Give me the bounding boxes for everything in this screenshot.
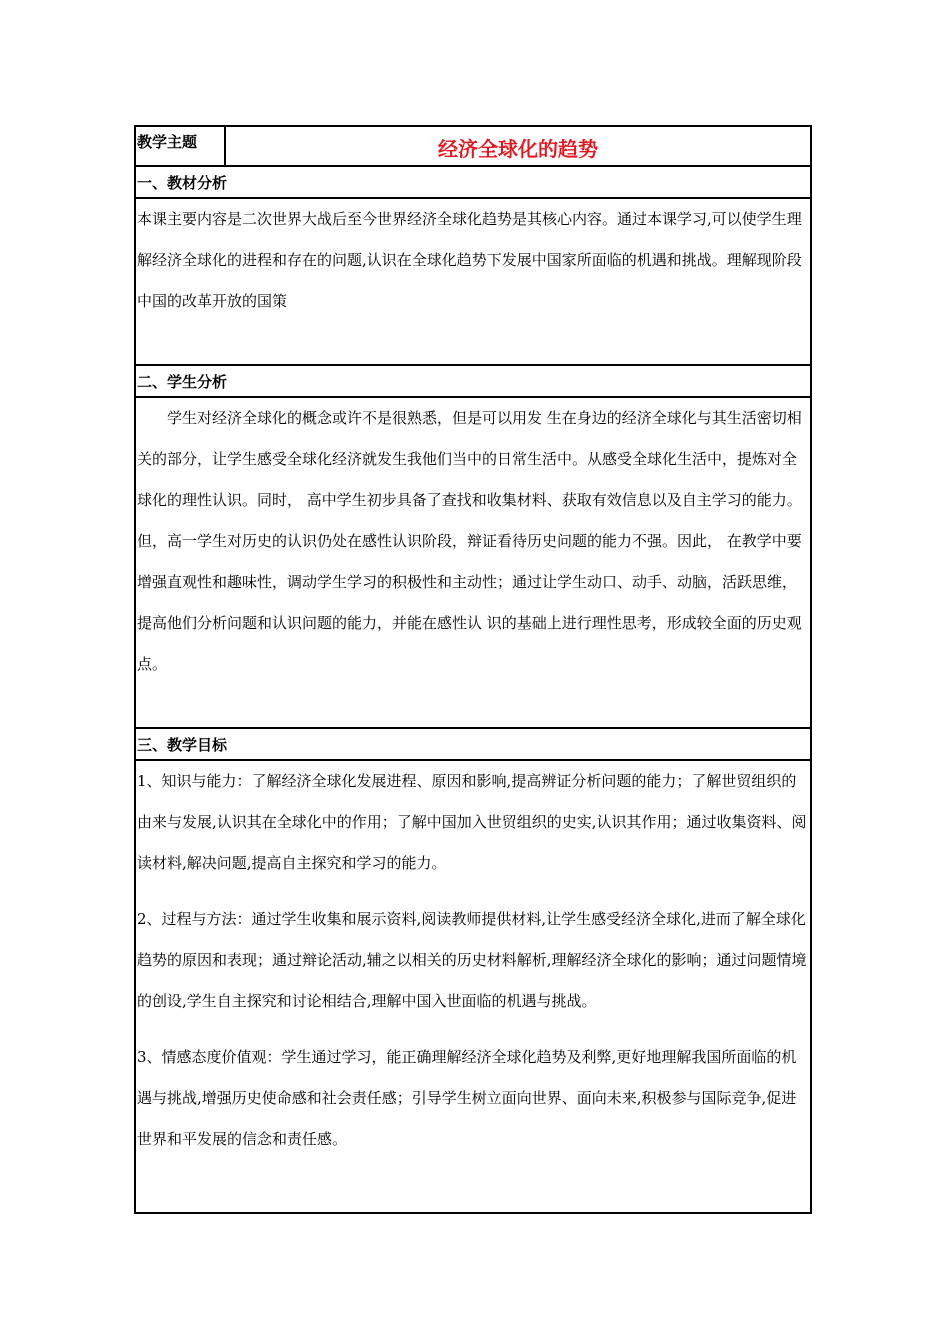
lesson-plan-table [134,125,812,1214]
lesson-title: 经济全球化的趋势 [438,137,598,161]
topic-label: 教学主题 [136,127,226,165]
student-analysis-text [136,396,810,727]
textbook-analysis-paragraph: 本课主要内容是二次世界大战后至今世界经济全球化趋势是其核心内容。通过本课学习,可以使学生理解经济全球化的进程和存在的问题,认识在全球化趋势下发展中国家所面临的机遇和挑战。理解现阶段中国的改革开放的国策 [137,210,802,310]
section-heading-textbook-analysis: 一、教材分析 [136,165,810,197]
goal-item-values: 3、情感态度价值观：学生通过学习，能正确理解经济全球化趋势及利弊,更好地理解我国所面临的机遇与挑战,增强历史使命感和社会责任感；引导学生树立面向世界、面向未来,积极参与国际竞争,促进世界和平发展的信念和责任感。 [137,1048,797,1148]
textbook-analysis-text [136,197,810,364]
title-row [136,127,810,165]
goal-item-knowledge: 1、知识与能力：了解经济全球化发展进程、原因和影响,提高辨证分析问题的能力；了解世贸组织的由来与发展,认识其在全球化中的作用；了解中国加入世贸组织的史实,认识其作用；通过收集资料、阅读材料,解决问题,提高自主探究和学习的能力。 [137,772,807,872]
teaching-goals-text [136,759,810,1212]
student-analysis-paragraph: 学生对经济全球化的概念或许不是很熟悉，但是可以用发 生在身边的经济全球化与其生活密切相关的部分，让学生感受全球化经济就发生我他们当中的日常生活中。从感受全球化生活中，提炼对全球化的理性认识。同时， 高中学生初步具备了查找和收集材料、获取有效信息以及自主学习的能力。但，高一学生对历史的认识仍处在感性认识阶段，辩证看待历史问题的能力不强。因此， 在教学中要增强直观性和趣味性，调动学生学习的积极性和主动性；通过让学生动口、动手、动脑，活跃思维，提高他们分析问题和认识问题的能力，并能在感性认 识的基础上进行理性思考，形成较全面的历史观点。 [137,409,802,673]
section-heading-teaching-goals: 三、教学目标 [136,727,810,759]
section-heading-student-analysis: 二、学生分析 [136,364,810,396]
goal-item-process: 2、过程与方法：通过学生收集和展示资料,阅读教师提供材料,让学生感受经济全球化,进而了解全球化趋势的原因和表现；通过辩论活动,辅之以相关的历史材料解析,理解经济全球化的影响；通过问题情境的创设,学生自主探究和讨论相结合,理解中国入世面临的机遇与挑战。 [137,910,807,1010]
